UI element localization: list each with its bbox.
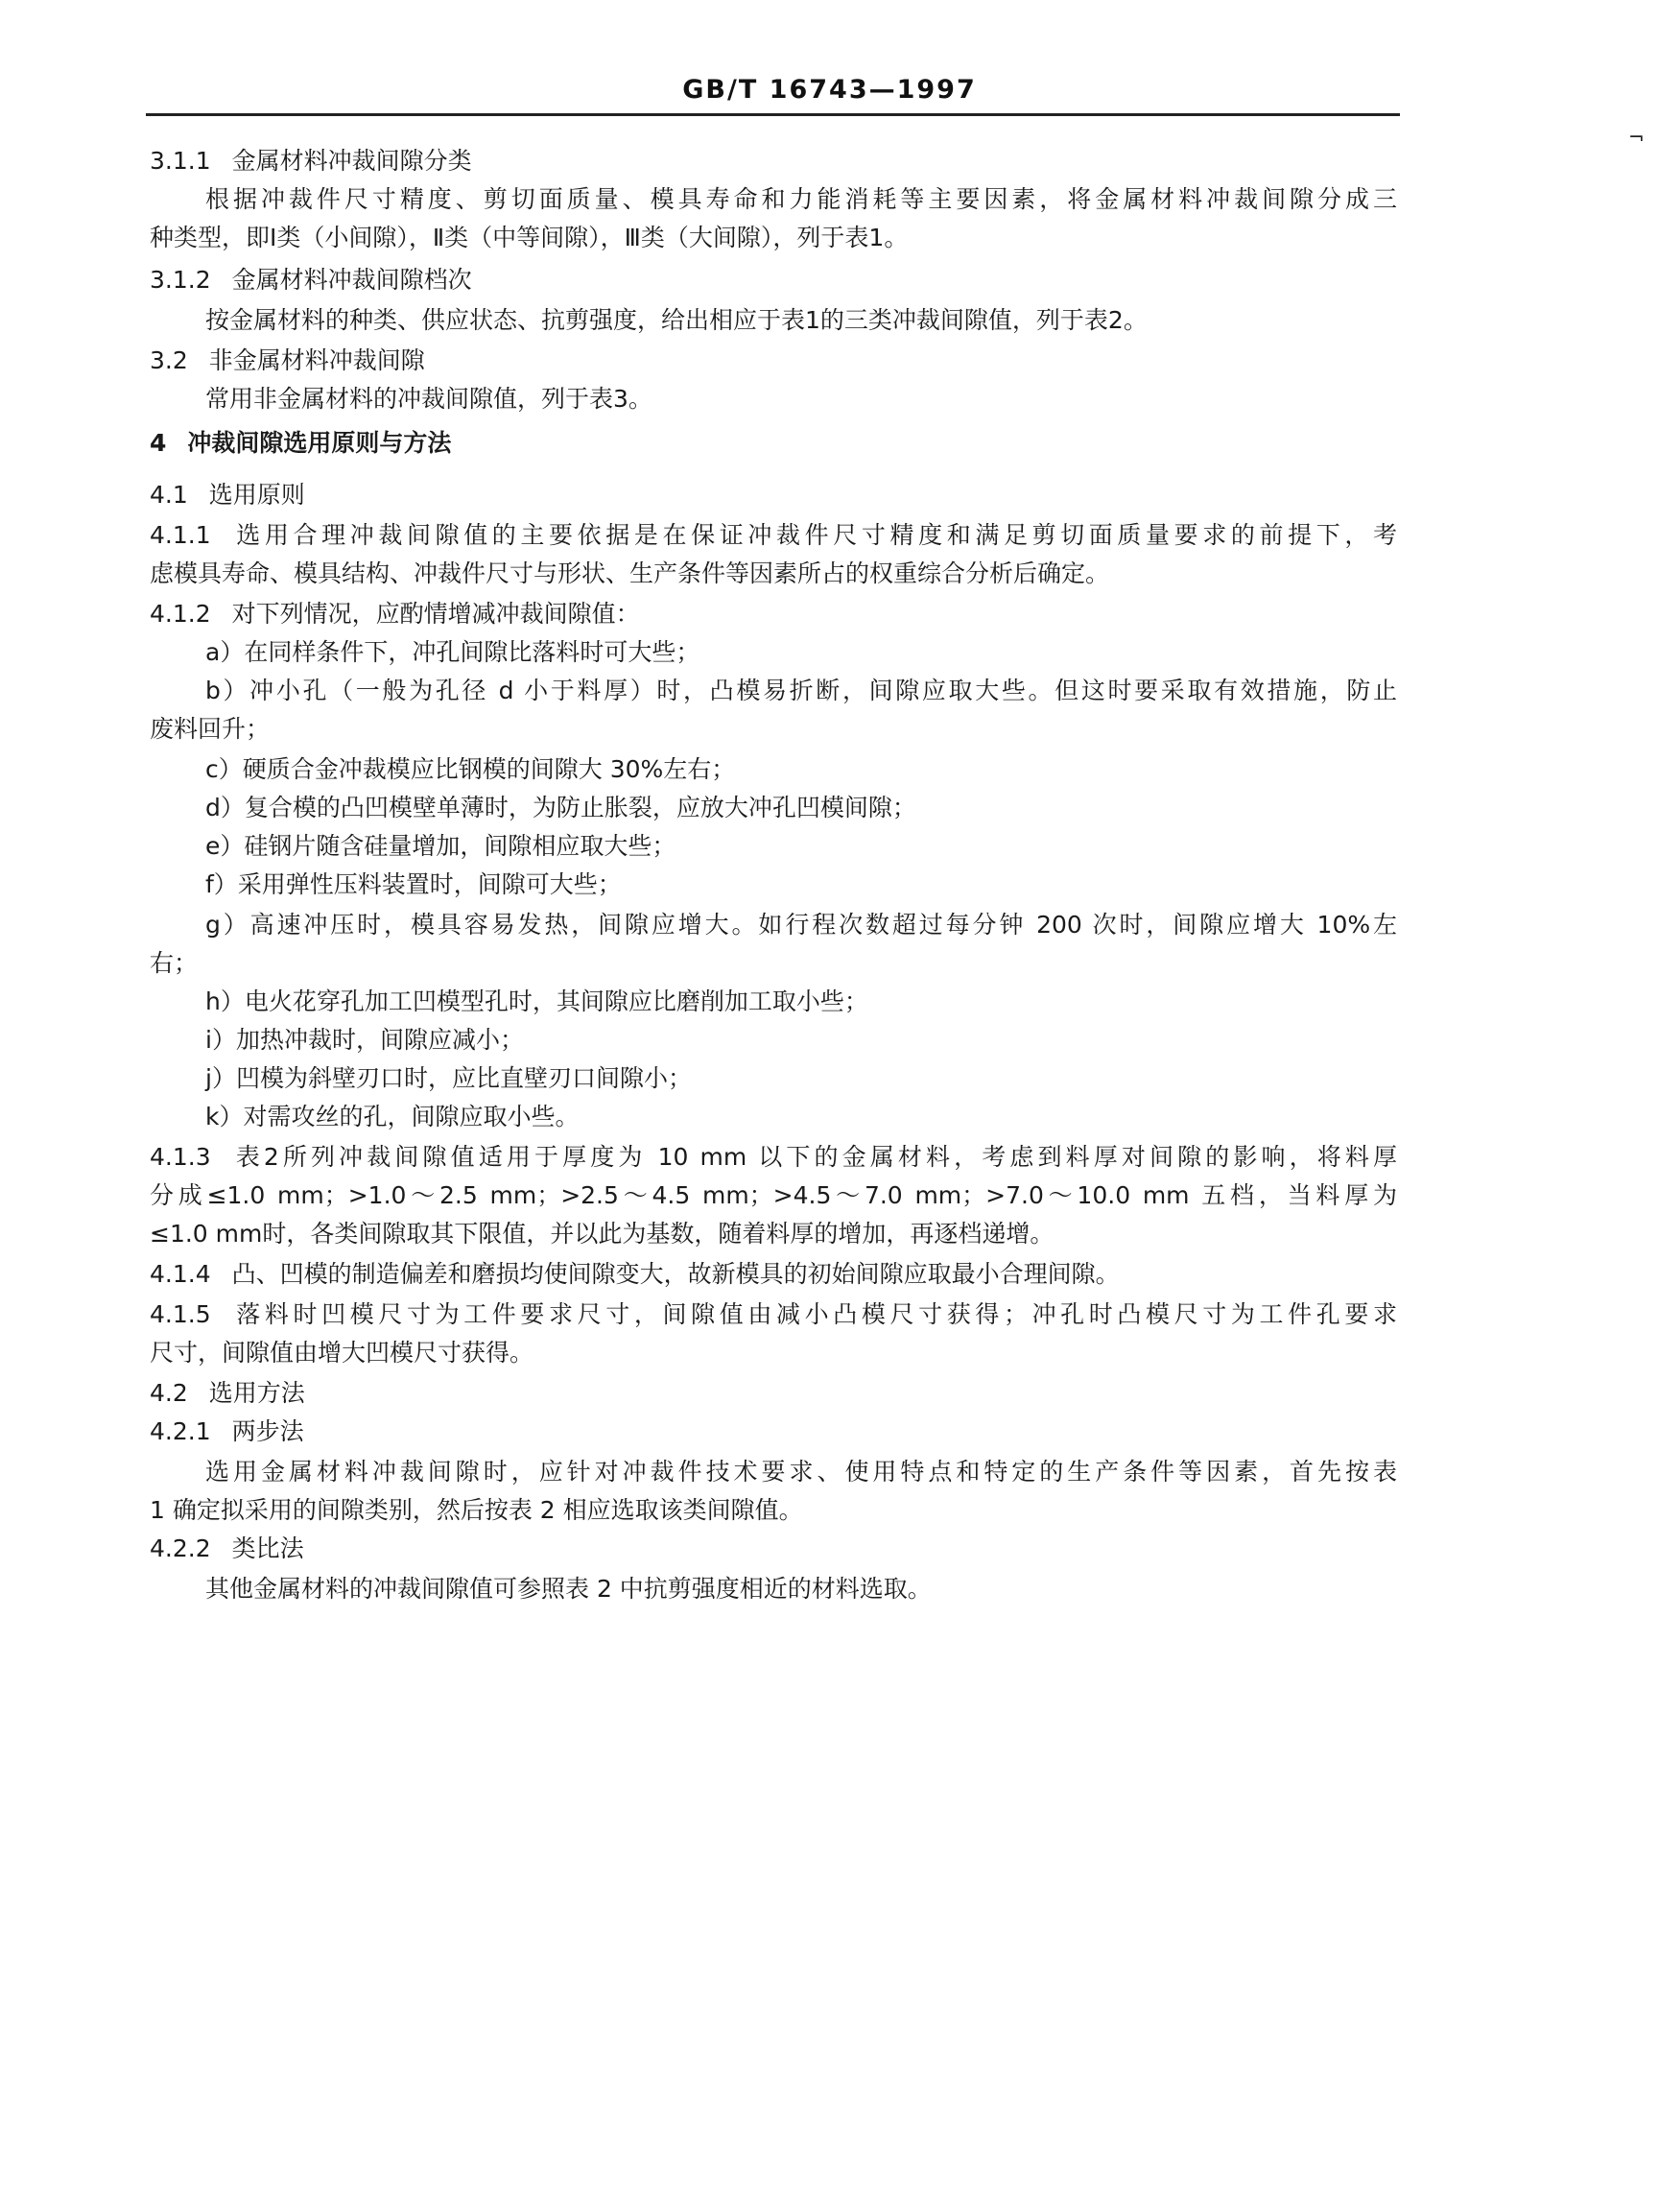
paragraph-line: 选用金属材料冲裁间隙时，应针对冲裁件技术要求、使用特点和特定的生产条件等因素，首先按表 <box>205 1458 1397 1486</box>
clause-4-1-3 <box>150 1142 1397 1173</box>
paragraph-line: 按金属材料的种类、供应状态、抗剪强度，给出相应于表1的三类冲裁间隙值，列于表2。 <box>205 306 1148 334</box>
heading-4 <box>150 428 451 459</box>
list-item-e: e）硅钢片随含硅量增加，间隙相应取大些； <box>205 832 676 860</box>
section-number: 4.2.2 <box>150 1534 211 1562</box>
paragraph-line: 种类型，即Ⅰ类（小间隙），Ⅱ类（中等间隙），Ⅲ类（大间隙），列于表1。 <box>150 224 909 251</box>
clause-4-1-5 <box>150 1299 1397 1330</box>
section-number: 4.1 <box>150 481 188 509</box>
page-header-title: GB/T 16743—1997 <box>682 75 977 105</box>
heading-text: 金属材料冲裁间隙档次 <box>231 266 472 294</box>
section-number: 3.1.1 <box>150 147 211 175</box>
clause-text: 落料时凹模尺寸为工件要求尺寸，间隙值由减小凸模尺寸获得；冲孔时凸模尺寸为工件孔要求 <box>231 1300 1397 1328</box>
section-number: 3.2 <box>150 346 188 374</box>
clause-text: 凸、凹模的制造偏差和磨损均使间隙变大，故新模具的初始间隙应取最小合理间隙。 <box>231 1260 1120 1288</box>
heading-4-2 <box>150 1378 305 1409</box>
paragraph-line: 1 确定拟采用的间隙类别，然后按表 2 相应选取该类间隙值。 <box>150 1496 803 1524</box>
heading-4-2-1 <box>150 1416 304 1447</box>
heading-4-1 <box>150 480 305 511</box>
section-number: 4.1.3 <box>150 1143 211 1171</box>
clause-4-1-1 <box>150 520 1397 551</box>
section-number: 4.1.4 <box>150 1260 211 1288</box>
section-number: 3.1.2 <box>150 266 211 294</box>
heading-3-1-1 <box>150 146 472 177</box>
paragraph-line: 分成≤1.0 mm；>1.0～2.5 mm；>2.5～4.5 mm；>4.5～7.0 mm；>7.0～10.0 mm 五档，当料厚为 <box>150 1181 1397 1209</box>
list-item-i: i）加热冲裁时，间隙应减小； <box>205 1026 524 1054</box>
heading-4-2-2 <box>150 1534 304 1564</box>
section-number: 4.2 <box>150 1379 188 1407</box>
heading-3-1-2 <box>150 265 472 296</box>
heading-text: 选用原则 <box>208 481 305 509</box>
list-item-b-continuation: 废料回升； <box>150 715 271 743</box>
header-rule <box>146 113 1400 116</box>
list-item-k: k）对需攻丝的孔，间隙应取小些。 <box>205 1103 580 1130</box>
clause-text: 对下列情况，应酌情增减冲裁间隙值： <box>231 600 640 628</box>
list-item-g-continuation: 右； <box>150 949 199 977</box>
list-item-g: g）高速冲压时，模具容易发热，间隙应增大。如行程次数超过每分钟 200 次时，间隙应增大 10%左 <box>205 911 1397 939</box>
section-number: 4.1.2 <box>150 600 211 628</box>
section-number: 4 <box>150 429 167 457</box>
paragraph-line: 根据冲裁件尺寸精度、剪切面质量、模具寿命和力能消耗等主要因素，将金属材料冲裁间隙分成三 <box>205 185 1397 213</box>
list-item-c: c）硬质合金冲裁模应比钢模的间隙大 30%左右； <box>205 755 736 783</box>
corner-mark: ¬ <box>1628 126 1645 149</box>
list-item-a: a）在同样条件下，冲孔间隙比落料时可大些； <box>205 638 700 666</box>
section-number: 4.1.5 <box>150 1300 211 1328</box>
section-number: 4.1.1 <box>150 521 211 549</box>
heading-text: 非金属材料冲裁间隙 <box>208 346 425 374</box>
heading-text: 冲裁间隙选用原则与方法 <box>187 429 452 457</box>
heading-text: 金属材料冲裁间隙分类 <box>231 147 472 175</box>
heading-text: 类比法 <box>231 1534 304 1562</box>
heading-3-2 <box>150 345 425 376</box>
heading-text: 两步法 <box>231 1417 304 1445</box>
heading-text: 选用方法 <box>208 1379 305 1407</box>
list-item-d: d）复合模的凸凹模壁单薄时，为防止胀裂，应放大冲孔凹模间隙； <box>205 794 916 821</box>
section-number: 4.2.1 <box>150 1417 211 1445</box>
clause-4-1-4 <box>150 1259 1120 1290</box>
paragraph-line: 其他金属材料的冲裁间隙值可参照表 2 中抗剪强度相近的材料选取。 <box>205 1575 932 1603</box>
paragraph-line: 尺寸，间隙值由增大凹模尺寸获得。 <box>150 1339 534 1367</box>
paragraph-line: ≤1.0 mm时，各类间隙取其下限值，并以此为基数，随着料厚的增加，再逐档递增。 <box>150 1220 1055 1248</box>
clause-text: 表2所列冲裁间隙值适用于厚度为 10 mm 以下的金属材料，考虑到料厚对间隙的影响，将料厚 <box>231 1143 1397 1171</box>
paragraph-line: 常用非金属材料的冲裁间隙值，列于表3。 <box>205 385 652 413</box>
list-item-b: b）冲小孔（一般为孔径 d 小于料厚）时，凸模易折断，间隙应取大些。但这时要采取有效措施，防止 <box>205 677 1397 704</box>
clause-4-1-2 <box>150 599 640 630</box>
list-item-j: j）凹模为斜壁刃口时，应比直壁刃口间隙小； <box>205 1064 692 1092</box>
clause-text: 选用合理冲裁间隙值的主要依据是在保证冲裁件尺寸精度和满足剪切面质量要求的前提下，考 <box>231 521 1397 549</box>
list-item-f: f）采用弹性压料装置时，间隙可大些； <box>205 870 622 898</box>
list-item-h: h）电火花穿孔加工凹模型孔时，其间隙应比磨削加工取小些； <box>205 987 868 1015</box>
paragraph-line: 虑模具寿命、模具结构、冲裁件尺寸与形状、生产条件等因素所占的权重综合分析后确定。 <box>150 559 1110 587</box>
